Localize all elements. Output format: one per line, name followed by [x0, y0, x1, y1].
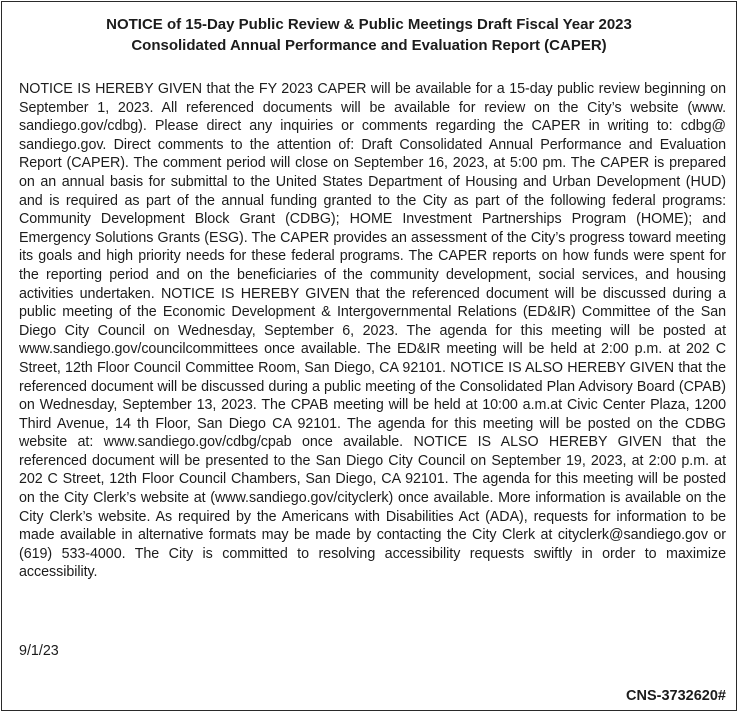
notice-date: 9/1/23: [19, 643, 59, 659]
public-notice: [1, 1, 737, 711]
notice-body: NOTICE IS HEREBY GIVEN that the FY 2023 CAPER will be available for a 15-day public review beginning on September 1, 2023. All referenced documents will be available for review on the City’s website (www. sandiego.gov/cdbg). Please direct any inquiries or comments regarding the CAPER in writing to: cdbg@ sandiego.gov. Direct comments to the attention of: Draft Consolidated Annual Performance and Evaluation Report (CAPER). The comment period will close on September 16, 2023, at 5:00 pm. The CAPER is prepared on an annual basis for submittal to the United States Department of Housing and Urban Development (HUD) and is required as part of the annual funding granted to the City as part of the following federal programs: Community Development Block Grant (CDBG); HOME Investment Partnerships Program (HOME); and Emergency Solutions Grants (ESG). The CAPER provides an assessment of the City’s progress toward meeting its goals and high priority needs for these federal programs. The CAPER reports on how funds were spent for the reporting period and on the beneficiaries of the community development, social services, and housing activities undertaken. NOTICE IS HEREBY GIVEN that the referenced document will be discussed during a public meeting of the Economic Development & Intergovernmental Relations (ED&IR) Committee of the San Diego City Council on Wednesday, September 6, 2023. The agenda for this meeting will be posted at www.sandiego.gov/councilcommittees once available. The ED&IR meeting will be held at 2:00 p.m. at 202 C Street, 12th Floor Council Committee Room, San Diego, CA 92101. NOTICE IS ALSO HEREBY GIVEN that the referenced document will be discussed during a public meeting of the Consolidated Plan Advisory Board (CPAB) on Wednesday, September 13, 2023. The CPAB meeting will be held at 10:00 a.m.at Civic Center Plaza, 1200 Third Avenue, 14 th Floor, San Diego CA 92101. The agenda for this meeting will be posted on the CDBG website at: www.sandiego.gov/cdbg/cpab once available. NOTICE IS ALSO HEREBY GIVEN that the referenced document will be presented to the San Diego City Council on September 19, 2023, at 2:00 p.m. at 202 C Street, 12th Floor Council Chambers, San Diego, CA 92101. The agenda for this meeting will be posted on the City Clerk’s website at (www.sandiego.gov/cityclerk) once available. More information is available on the City Clerk’s website. As required by the Americans with Disabilities Act (ADA), requests for information to be made available in alternative formats may be made by contacting the City Clerk at cityclerk@sandiego.gov or (619) 533-4000. The City is committed to resolving accessibility requests swiftly in order to maximize accessibility.: [19, 81, 726, 581]
notice-reference-number: CNS-3732620#: [626, 688, 726, 704]
notice-title-line-2: Consolidated Annual Performance and Evaluation Report (CAPER): [131, 37, 607, 54]
notice-title-line-1: NOTICE of 15-Day Public Review & Public Meetings Draft Fiscal Year 2023: [106, 16, 632, 33]
notice-title: [2, 14, 736, 56]
